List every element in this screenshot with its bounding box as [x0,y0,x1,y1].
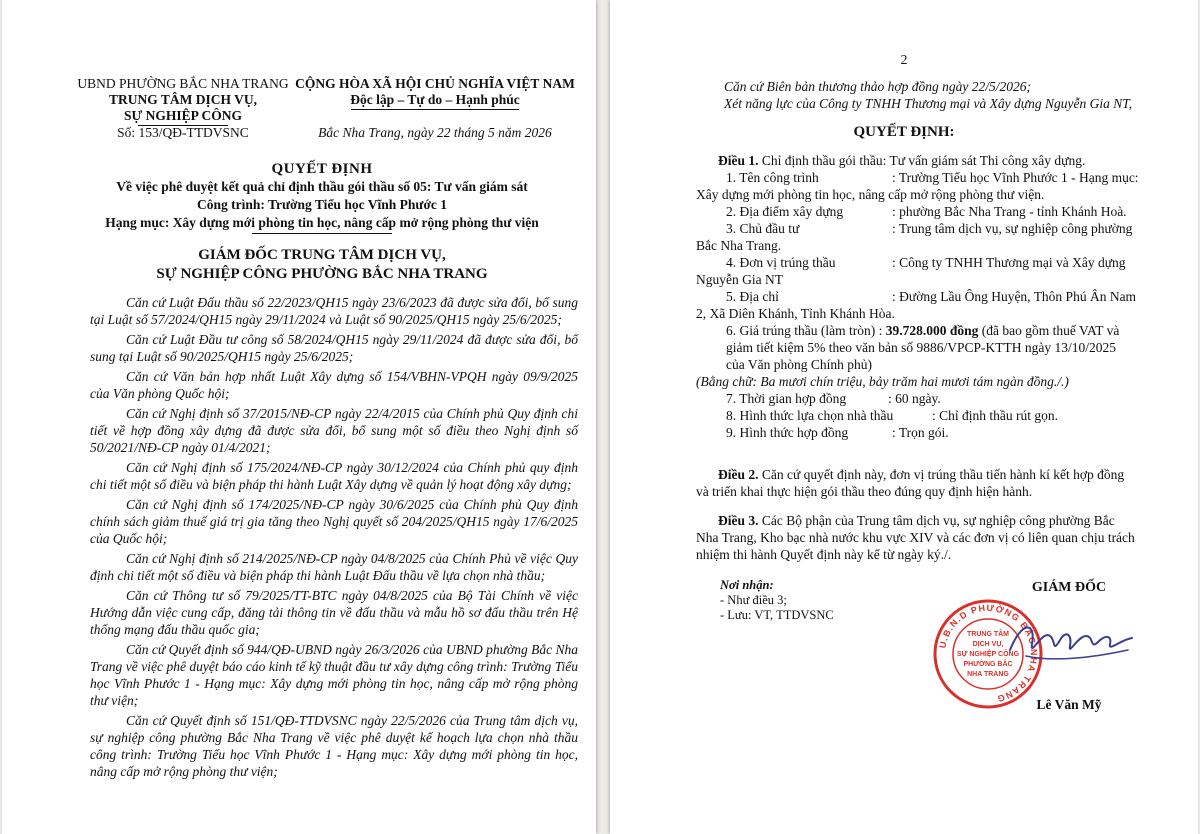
article-1-item [696,390,1188,407]
article-3-line-1: Các Bộ phận của Trung tâm dịch vụ, sự nghiệp công phường Bắc [761,513,1115,528]
seal-center-line: PHƯỜNG BẮC [963,661,1013,668]
intro-basis: Xét năng lực của Công ty TNHH Thương mại và Xây dựng Nguyễn Gia NT, [724,96,1133,111]
place-and-date: Bắc Nha Trang, ngày 22 tháng 5 năm 2026 [318,125,552,140]
item-continuation: Bắc Nha Trang. [696,238,782,253]
price-note-line-2: giảm tiết kiệm 5% theo văn bản số 9886/VPCP-KTTH ngày 13/10/2025 [726,340,1116,355]
item-key: 1. Tên công trình [726,170,819,185]
legal-basis: Căn cứ Nghị định số 175/2024/NĐ-CP ngày 30/12/2024 của Chính phủ quy định chi tiết một số điều và biện pháp thi hành Luật Xây dựng về quản lý hoạt động xây dựng; [90,460,578,492]
item-continuation: Nguyễn Gia NT [696,272,783,287]
decision-heading-2: QUYẾT ĐỊNH: [853,124,955,140]
article-1-item [696,254,1188,271]
agency-line-1: UBND PHƯỜNG BẮC NHA TRANG [77,76,289,91]
article-2-label: Điều 2. [718,467,759,482]
document-page-1 [2,0,596,834]
seal-center-line: TRUNG TÂM [967,631,1009,638]
legal-basis: Căn cứ Thông tư số 79/2025/TT-BTC ngày 04/8/2025 của Bộ Tài Chính về việc Hướng dẫn việc cung cấp, đăng tải thông tin về đấu thầu và mẫu hồ sơ đấu thầu trên Hệ thống mạng đấu thầu quốc gia; [90,588,578,637]
national-title [290,76,580,110]
item-key: 3. Chủ đầu tư [726,221,800,236]
price-in-words: (Bằng chữ: Ba mươi chín triệu, bảy trăm hai mươi tám ngàn đồng./.) [696,374,1069,389]
article-1-item [696,424,1188,441]
seal-center-line: SỰ NGHIỆP CÔNG [956,651,1020,658]
seal-center-line: DỊCH VỤ, [972,641,1004,648]
legal-basis: Căn cứ Luật Đầu tư công số 58/2024/QH15 ngày 29/11/2024 đã được sửa đổi, bổ sung tại Luật số 90/2025/QH15 ngày 25/6/2025; [90,332,578,364]
recipient-item: - Lưu: VT, TTDVSNC [720,608,834,622]
document-number: Số: 153/QĐ-TTDVSNC [117,125,249,140]
article-1-item [696,288,1188,305]
item-key: 2. Địa điểm xây dựng [726,204,844,219]
page2-intro [714,78,1184,112]
decision-subject-line-3: Hạng mục: Xây dựng mới phòng tin học, nâng cấp mở rộng phòng thư viện [105,215,539,230]
decision-subject-line-1: Về việc phê duyệt kết quả chỉ định thầu gói thầu số 05: Tư vấn giám sát [116,179,528,194]
document-page-2 [610,0,1198,834]
price-amount: 39.728.000 đồng [885,323,979,338]
legal-basis: Căn cứ Quyết định số 944/QĐ-UBND ngày 26/3/2026 của UBND phường Bắc Nha Trang về việc phê duyệt báo cáo kinh tế kỹ thuật đầu tư xây dựng công trình: Trường Tiểu học Vĩnh Phước 1 - Hạng mục: Xây dựng mới phòng tin học, nâng cấp mở rộng phòng thư viện; [90,642,578,708]
recipients [720,578,834,623]
article-3-line-3: nhiệm thi hành Quyết định này kể từ ngày ký./. [696,547,952,562]
article-3 [696,512,1188,563]
item-value: : Chỉ định thầu rút gọn. [932,408,1058,423]
decision-heading: QUYẾT ĐỊNH [271,161,373,177]
recipient-item: - Như điều 3; [720,593,787,607]
intro-basis: Căn cứ Biên bản thương thảo hợp đồng ngày 22/5/2026; [724,79,1031,94]
item-key: 8. Hình thức lựa chọn nhà thầu [726,408,894,423]
legal-basis: Căn cứ Nghị định số 37/2015/NĐ-CP ngày 22/4/2015 của Chính phủ Quy định chi tiết về hợp đồng xây dựng đã được sửa đổi, bổ sung một số điều theo Nghị định số 50/2021/NĐ-CP ngày 01/4/2021; [90,406,578,455]
article-1-item [696,203,1188,220]
item-value: : Trường Tiểu học Vĩnh Phước 1 - Hạng mục: [892,170,1139,185]
item-value: : Đường Lầu Ông Huyện, Thôn Phú Ân Nam [892,289,1137,304]
legal-basis: Căn cứ Quyết định số 151/QĐ-TTDVSNC ngày 22/5/2026 của Trung tâm dịch vụ, sự nghiệp công phường Bắc Nha Trang về việc phê duyệt kế hoạch lựa chọn nhà thầu công trình: Trường Tiểu học Vĩnh Phước 1 - Hạng mục: Xây dựng mới phòng tin học, nâng cấp mở rộng phòng thư viện; [90,713,578,779]
article-1-item [696,169,1188,186]
article-1-item [696,407,1188,424]
seal-ring-text: U.B.N.D PHƯỜNG BẮC NHA TRANG [937,602,1040,705]
item-key: 4. Đơn vị trúng thầu [726,255,836,270]
legal-basis: Căn cứ Nghị định số 174/2025/NĐ-CP ngày 30/6/2025 của Chính phủ Quy định chính sách giảm thuế giá trị gia tăng theo Nghị quyết số 204/2025/QH15 ngày 17/6/2025 của Quốc hội; [90,497,578,546]
item-value: : phường Bắc Nha Trang - tỉnh Khánh Hoà. [892,204,1127,219]
item-value: : Trung tâm dịch vụ, sự nghiệp công phường [892,221,1133,236]
article-3-line-2: Nha Trang, Kho bạc nhà nước khu vực XIV và các đơn vị có liên quan chịu trách [696,530,1135,545]
article-2-line-2: và triển khai thực hiện gói thầu theo đúng quy định hiện hành. [696,484,1033,499]
item-continuation: Xây dựng mới phòng tin học, nâng cấp mở rộng phòng thư viện. [696,187,1045,202]
article-1-item [696,220,1188,237]
article-1-text: Chỉ định thầu gói thầu: Tư vấn giám sát Thi công xây dựng. [761,153,1086,168]
director-line-2: SỰ NGHIỆP CÔNG PHƯỜNG BẮC NHA TRANG [156,266,488,282]
item-key: 7. Thời gian hợp đồng [726,391,847,406]
page-number: 2 [900,52,908,67]
motto-underline [351,109,519,110]
decision-subject-line-2: Công trình: Trường Tiểu học Vĩnh Phước 1 [196,197,448,212]
director-authority [62,246,582,284]
legal-bases [90,294,578,783]
legal-basis: Căn cứ Nghị định số 214/2025/NĐ-CP ngày 04/8/2025 của Chính Phủ về việc Quy định chi tiết một số điều và biện pháp thi hành Luật Đấu thầu về lựa chọn nhà thầu; [90,551,578,583]
agency-line-2: TRUNG TÂM DỊCH VỤ, [108,92,257,107]
seal-center-line: NHA TRANG [967,671,1009,678]
legal-basis: Căn cứ Văn bản hợp nhất Luật Xây dựng số 154/VBHN-VPQH ngày 09/9/2025 của Văn phòng Quốc hội; [90,369,578,401]
item-value: : Trọn gói. [892,425,949,440]
price-note: (đã bao gồm thuế VAT và [978,323,1120,338]
handwritten-signature [1002,610,1142,680]
contract-price [696,322,1188,339]
title-underline [252,233,392,234]
agency-line-3: SỰ NGHIỆP CÔNG [123,108,242,123]
issuing-agency [76,76,290,126]
item-key: 5. Địa chỉ [726,289,779,304]
article-1-label: Điều 1. [718,153,759,168]
recipients-heading: Nơi nhận: [720,578,774,592]
decision-title [62,160,582,234]
article-3-label: Điều 3. [718,513,759,528]
document-header [2,76,596,146]
nation-name: CỘNG HÒA XÃ HỘI CHỦ NGHĨA VIỆT NAM [295,76,575,91]
article-2 [696,466,1188,500]
national-motto: Độc lập – Tự do – Hạnh phúc [350,92,520,107]
director-line-1: GIÁM ĐỐC TRUNG TÂM DỊCH VỤ, [198,247,446,263]
item-value: : 60 ngày. [888,391,941,406]
item-key: 9. Hình thức hợp đồng [726,425,849,440]
signer-name: Lê Văn Mỹ [1036,697,1102,712]
signer-title: GIÁM ĐỐC [1031,580,1107,595]
price-label: 6. Giá trúng thầu (làm tròn) : [726,323,886,338]
price-note-line-3: của Văn phòng Chính phủ) [726,357,872,372]
signature-underline-stroke [1026,650,1128,659]
legal-basis: Căn cứ Luật Đấu thầu số 22/2023/QH15 ngày 23/6/2023 đã được sửa đổi, bổ sung tại Luật số 57/2024/QH15 ngày 29/11/2024 và Luật số 90/2025/QH15 ngày 25/6/2025; [90,295,578,327]
article-1 [696,152,1188,441]
signature-stroke [1010,627,1132,650]
item-value: : Công ty TNHH Thương mại và Xây dựng [892,255,1126,270]
item-continuation: 2, Xã Diên Khánh, Tỉnh Khánh Hòa. [696,306,895,321]
article-2-line-1: Căn cứ quyết định này, đơn vị trúng thầu tiến hành kí kết hợp đồng [761,467,1125,482]
